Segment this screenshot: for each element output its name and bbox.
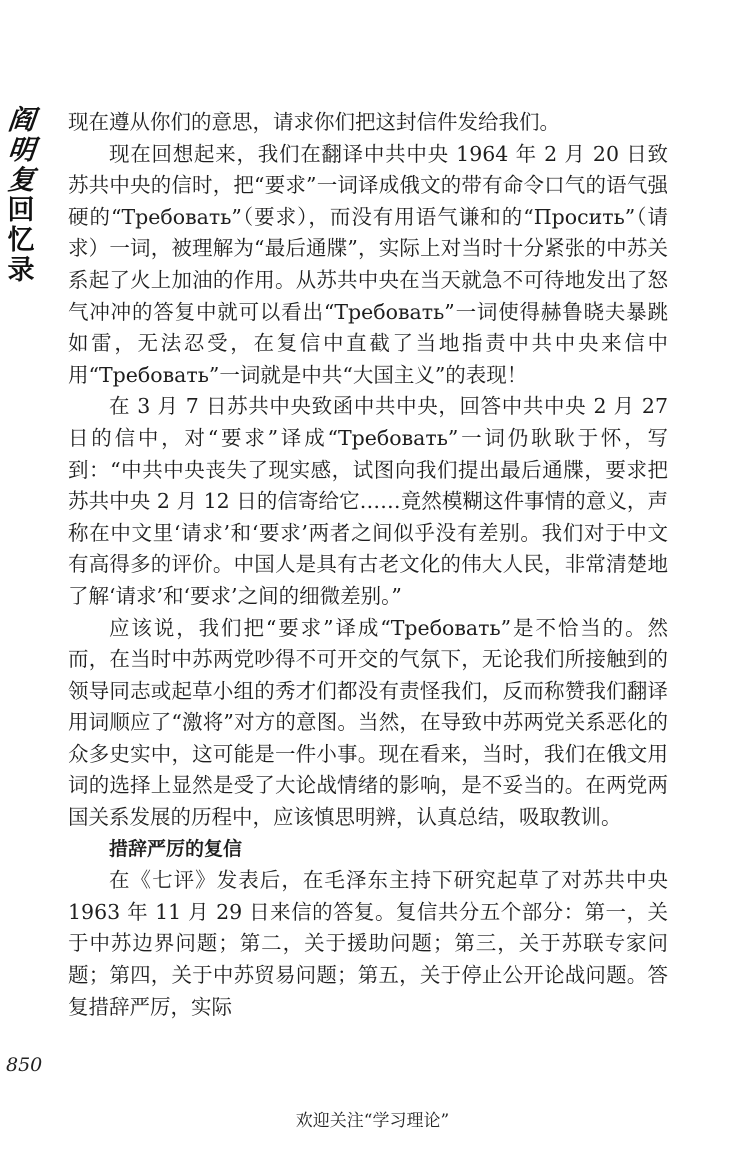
book-title-char: 明	[5, 135, 37, 166]
page-body	[68, 107, 668, 1023]
book-title-vertical	[6, 106, 36, 286]
section-heading: 措辞严厉的复信	[109, 837, 243, 860]
paragraph: 在《七评》发表后，在毛泽东主持下研究起草了对苏共中央 1963 年 11 月 29 日来信的答复。复信共分五个部分：第一，关于中苏边界问题；第二，关于援助问题；第三，关于苏联专家问题；第四，关于中苏贸易问题；第五，关于停止公开论战问题。答复措辞严厉，实际	[68, 868, 668, 1019]
book-title-char: 回	[7, 195, 35, 226]
book-title-char: 阎	[5, 105, 37, 136]
book-title-char: 录	[7, 255, 35, 286]
page-number: 850	[6, 1054, 43, 1076]
book-title-char: 忆	[7, 225, 35, 256]
book-title-char: 复	[5, 165, 37, 196]
footer-note: 欢迎关注“学习理论”	[295, 1111, 450, 1131]
paragraph: 现在遵从你们的意思，请求你们把这封信件发给我们。	[68, 110, 560, 134]
paragraph: 现在回想起来，我们在翻译中共中央 1964 年 2 月 20 日致苏共中央的信时，把“要求”一词译成俄文的带有命令口气的语气强硬的“Требовать”（要求），而没有用语气谦和的“Просить”（请求）一词，被理解为“最后通牒”，实际上对当时十分紧张的中苏关系起了火上加油的作用。从苏共中央在当天就急不可待地发出了怒气冲冲的答复中就可以看出“Требовать”一词使得赫鲁晓夫暴跳如雷，无法忍受，在复信中直截了当地指责中共中央来信中用“Требовать”一词就是中共“大国主义”的表现！	[68, 141, 668, 387]
paragraph: 在 3 月 7 日苏共中央致函中共中央，回答中共中央 2 月 27 日的信中，对“要求”译成“Требовать”一词仍耿耿于怀，写到：“中共中央丧失了现实感，试图向我们提出最后通牒，要求把苏共中央 2 月 12 日的信寄给它……竟然模糊这件事情的意义，声称在中文里‘请求’和‘要求’两者之间似乎没有差别。我们对于中文有高得多的评价。中国人是具有古老文化的伟大人民，非常清楚地了解‘请求’和‘要求’之间的细微差别。”	[68, 394, 668, 608]
paragraph: 应该说，我们把“要求”译成“Требовать”是不恰当的。然而，在当时中苏两党吵得不可开交的气氛下，无论我们所接触到的领导同志或起草小组的秀才们都没有责怪我们，反而称赞我们翻译用词顺应了“激将”对方的意图。当然，在导致中苏两党关系恶化的众多史实中，这可能是一件小事。现在看来，当时，我们在俄文用词的选择上显然是受了大论战情绪的影响，是不妥当的。在两党两国关系发展的历程中，应该慎思明辨，认真总结，吸取教训。	[68, 615, 668, 830]
